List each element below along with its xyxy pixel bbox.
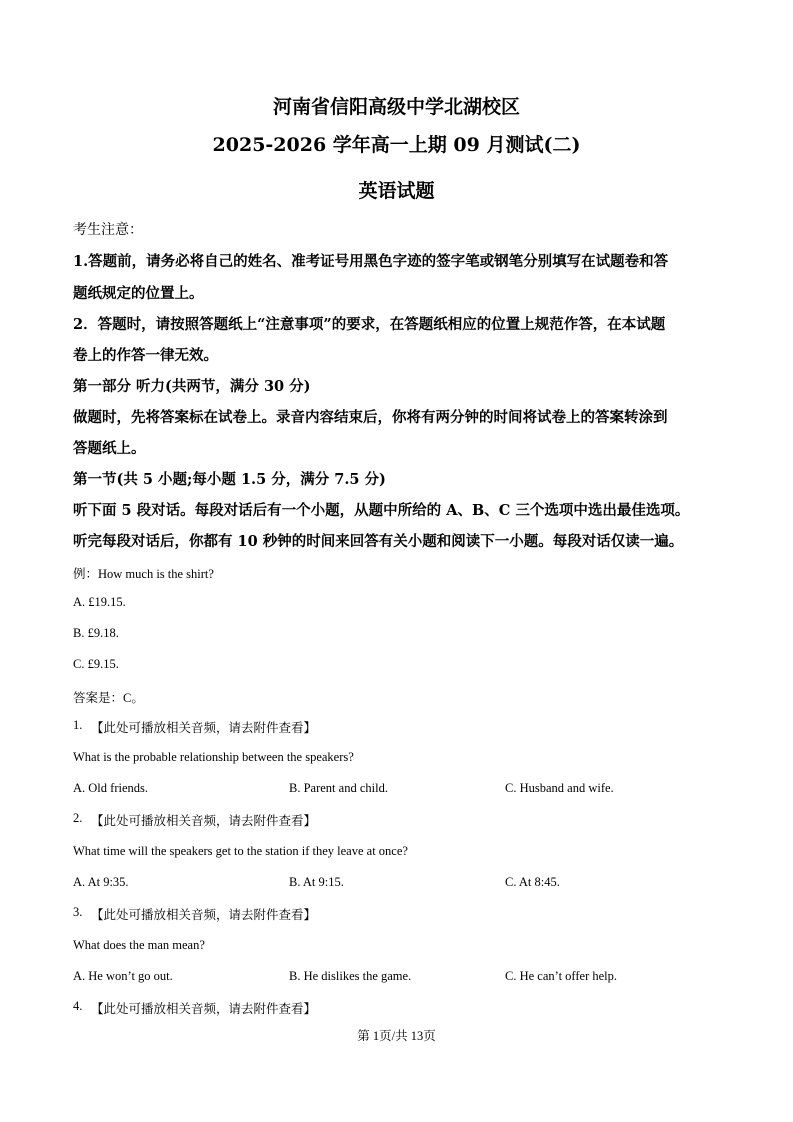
question-3-option-a: A. He won’t go out.: [73, 969, 173, 983]
notice-item-1-line-2: 题纸规定的位置上。: [73, 285, 204, 302]
notice-item-2-line-1: 2．答题时，请按照答题纸上“注意事项”的要求，在答题纸相应的位置上规范作答，在本试题: [73, 316, 666, 333]
section1-instruction-line-1: 听下面 5 段对话。每段对话后有一个小题，从题中所给的 A、B、C 三个选项中选出最佳选项。: [73, 502, 690, 519]
notice-item-2-line-2: 卷上的作答一律无效。: [73, 347, 218, 364]
example-question: 例：How much is the shirt?: [73, 567, 214, 581]
question-3-option-b: B. He dislikes the game.: [289, 969, 412, 983]
subject-title: 英语试题: [358, 180, 435, 202]
question-3-text: What does the man mean?: [73, 938, 205, 952]
question-3-audio-note[interactable]: 【此处可播放相关音频，请去附件查看】: [91, 908, 317, 922]
question-2-option-a: A. At 9:35.: [73, 875, 129, 889]
notice-item-1-line-1: 1.答题前，请务必将自己的姓名、准考证号用黑色字迹的签字笔或钢笔分别填写在试题卷和答: [73, 253, 669, 270]
notice-label: 考生注意：: [73, 222, 143, 238]
school-title: 河南省信阳高级中学北湖校区: [272, 96, 520, 118]
question-2-audio-note[interactable]: 【此处可播放相关音频，请去附件查看】: [91, 814, 317, 828]
question-1-text: What is the probable relationship between the speakers?: [73, 750, 354, 764]
part1-heading: 第一部分 听力(共两节，满分 30 分): [73, 378, 311, 395]
question-4-number: 4.: [73, 999, 83, 1013]
example-option-a: A. £19.15.: [73, 595, 126, 609]
question-1-option-a: A. Old friends.: [73, 781, 148, 795]
exam-title: 2025-2026 学年高一上期 09 月测试(二): [212, 134, 581, 156]
question-3-number: 3.: [73, 905, 83, 919]
question-2-number: 2.: [73, 811, 83, 825]
section1-heading: 第一节(共 5 小题;每小题 1.5 分，满分 7.5 分): [73, 471, 386, 488]
question-3-option-c: C. He can’t offer help.: [505, 969, 617, 983]
question-1-number: 1.: [73, 718, 83, 732]
part1-instruction-line-2: 答题纸上。: [73, 440, 146, 457]
question-1-audio-note[interactable]: 【此处可播放相关音频，请去附件查看】: [91, 721, 317, 735]
question-2-option-b: B. At 9:15.: [289, 875, 344, 889]
question-1-option-c: C. Husband and wife.: [505, 781, 614, 795]
example-option-b: B. £9.18.: [73, 626, 119, 640]
part1-instruction-line-1: 做题时，先将答案标在试卷上。录音内容结束后，你将有两分钟的时间将试卷上的答案转涂到: [73, 409, 668, 426]
question-4-audio-note[interactable]: 【此处可播放相关音频，请去附件查看】: [91, 1002, 317, 1016]
question-2-text: What time will the speakers get to the station if they leave at once?: [73, 844, 408, 858]
question-2-option-c: C. At 8:45.: [505, 875, 560, 889]
example-option-c: C. £9.15.: [73, 657, 119, 671]
page-footer: 第 1页/共 13页: [357, 1029, 436, 1043]
example-answer: 答案是：C。: [73, 691, 144, 705]
section1-instruction-line-2: 听完每段对话后，你都有 10 秒钟的时间来回答有关小题和阅读下一小题。每段对话仅读一遍。: [73, 533, 684, 550]
question-1-option-b: B. Parent and child.: [289, 781, 388, 795]
